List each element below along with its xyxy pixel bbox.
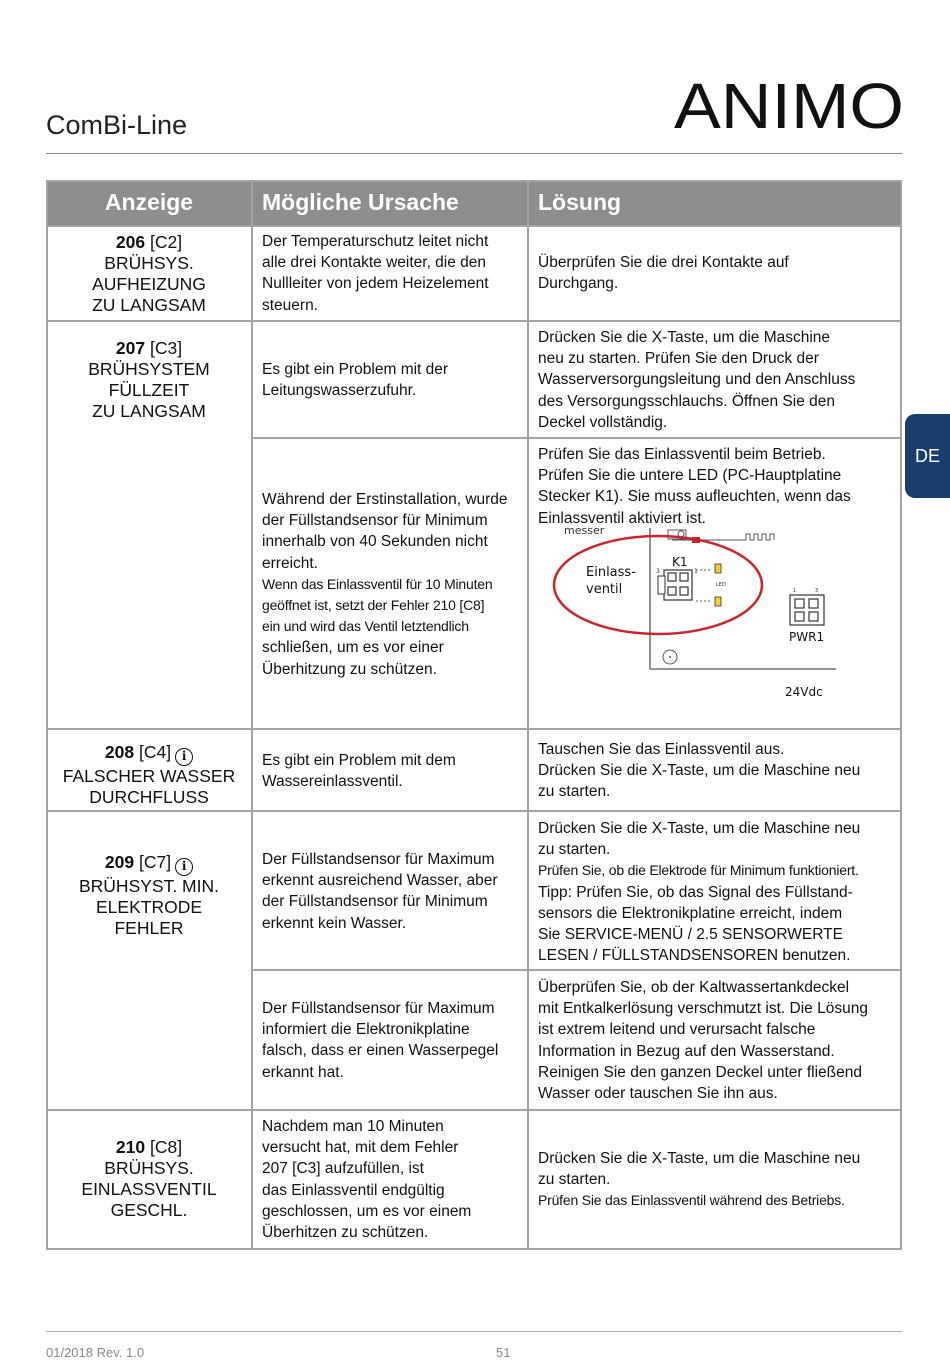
grid-line [46,320,902,322]
cause-209-a: Der Füllstandsensor für Maximum erkennt ausreichend Wasser, aber der Füllstandsensor für Minimum erkennt kein Wasser. [262,851,498,932]
solution-206: Überprüfen Sie die drei Kontakte auf Durchgang. [538,254,789,293]
info-icon: i [175,748,193,766]
solution-207-a: Drücken Sie die X-Taste, um die Maschine neu zu starten. Prüfen Sie den Druck der Wasserversorgungsleitung und den Anschluss des Versorgungsschlauchs. Öffnen Sie den Deckel vollständig. [538,329,856,431]
svg-text:ANIMO: ANIMO [674,72,904,134]
pin-label: 3 [656,568,660,575]
grid-line [46,810,902,812]
voltage-label: 24Vdc [785,685,823,699]
grid-line [252,969,902,971]
page-number: 51 [496,1345,511,1360]
inlet-valve-label-1: Einlass- [586,565,636,580]
connector-k1-latch [658,576,665,594]
grid-line [46,180,48,1250]
column-header-cause: Mögliche Ursache [252,180,528,226]
footer-rule [46,1331,902,1332]
troubleshooting-table [46,180,902,1250]
grid-line [251,180,253,1250]
solution-208: Tauschen Sie das Einlassventil aus. Drücken Sie die X-Taste, um die Maschine neu zu starten. [538,741,861,801]
cause-207-a: Es gibt ein Problem mit der Leitungswasserzufuhr. [262,361,449,400]
solution-207-b: Prüfen Sie das Einlassventil beim Betrieb. Prüfen Sie die untere LED (PC-Hauptplatine Stecker K1). Sie muss aufleuchten, wenn das Einlassventil aktiviert ist. [538,446,851,527]
display-210: 210 [C8] BRÜHSYS. EINLASSVENTIL GESCHL. [81,1137,217,1220]
led-label: LED [716,582,726,588]
cause-210: Nachdem man 10 Minuten versucht hat, mit dem Fehler 207 [C3] aufzufüllen, ist das Einlassventil endgültig geschlossen, um es vor einem Überhitzen zu schützen. [262,1118,472,1242]
pin-label: 1 [694,568,698,575]
column-header-display: Anzeige [46,180,252,226]
connector-label-k1: K1 [672,555,688,569]
diagram-label-top: messer [564,528,605,537]
grid-line [527,180,529,1250]
grid-line [900,180,902,1250]
mounting-hole-center [669,656,671,658]
connector-pin [795,599,804,608]
display-209: 209 [C7] i BRÜHSYST. MIN. ELEKTRODE FEHLER [78,852,220,938]
solution-210: Drücken Sie die X-Taste, um die Maschine neu zu starten. Prüfen Sie das Einlassventil während des Betriebs. [538,1150,861,1209]
connector-pin [680,587,688,595]
footer-revision: 01/2018 Rev. 1.0 [46,1345,145,1360]
header-rule [46,153,902,154]
cause-206: Der Temperaturschutz leitet nicht alle drei Kontakte weiter, die den Nullleiter von jedem Heizelement steuern. [262,233,489,314]
inlet-valve-label-2: ventil [586,582,623,597]
solution-209-a: Drücken Sie die X-Taste, um die Maschine neu zu starten. Prüfen Sie, ob die Elektrode für Minimum funktioniert. Tipp: Prüfen Sie, ob das Signal des Füllstand- sensors die Elektronikplatine erreicht, indem Sie SERVICE-MENÜ / 2.5 SENSORWERTE LESEN / FÜLLSTANDSENSOREN benutzen. [538,820,861,965]
display-206: 206 [C2] BRÜHSYS. AUFHEIZUNG ZU LANGSAM [92,232,206,315]
connector-pin [668,573,676,581]
document-title: ComBi-Line [46,110,188,140]
cause-208: Es gibt ein Problem mit dem Wassereinlassventil. [262,752,456,791]
grid-line [46,728,902,730]
connector-pin [809,599,818,608]
pin-label: 3 [815,588,819,594]
grid-line [46,225,902,227]
cause-207-b: Während der Erstinstallation, wurde der Füllstandsensor für Minimum innerhalb von 40 Sekunden nicht erreicht. Wenn das Einlassventil für 10 Minuten geöffnet ist, setzt der Fehler 210 [C8] ein und wird das Ventil letztendlich schließen, um es vor einer Überhitzung zu schützen. [262,491,508,678]
column-header-solution: Lösung [528,180,902,226]
display-207: 207 [C3] BRÜHSYSTEM FÜLLZEIT ZU LANGSAM [88,338,210,421]
led-upper [715,564,721,573]
connector-pin [795,612,804,621]
connector-pin [680,573,688,581]
pcb-diagram [536,528,836,706]
connector-pin [668,587,676,595]
grid-line [46,1248,902,1250]
animo-logo [674,72,904,134]
solution-209-b: Überprüfen Sie, ob der Kaltwassertankdeckel mit Entkalkerlösung verschmutzt ist. Die Lösung ist extrem leitend und verursacht falsche Information in Bezug auf den Wasserstand. Reinigen Sie den ganzen Deckel unter fließend Wasser oder tauschen Sie ihn aus. [538,979,868,1103]
info-icon: i [175,858,193,876]
display-208: 208 [C4] i FALSCHER WASSER DURCHFLUSS [62,742,236,807]
led-lower [715,597,721,606]
grid-line [46,180,902,182]
grid-line [46,1109,902,1111]
language-tab[interactable]: DE [905,414,950,498]
cause-209-b: Der Füllstandsensor für Maximum informiert die Elektronikplatine falsch, dass er einen Wasserpegel erkannt hat. [262,1000,499,1081]
connector-label-pwr1: PWR1 [789,630,825,644]
grid-line [252,437,902,439]
pin-label: 1 [793,588,797,594]
connector-pin [809,612,818,621]
